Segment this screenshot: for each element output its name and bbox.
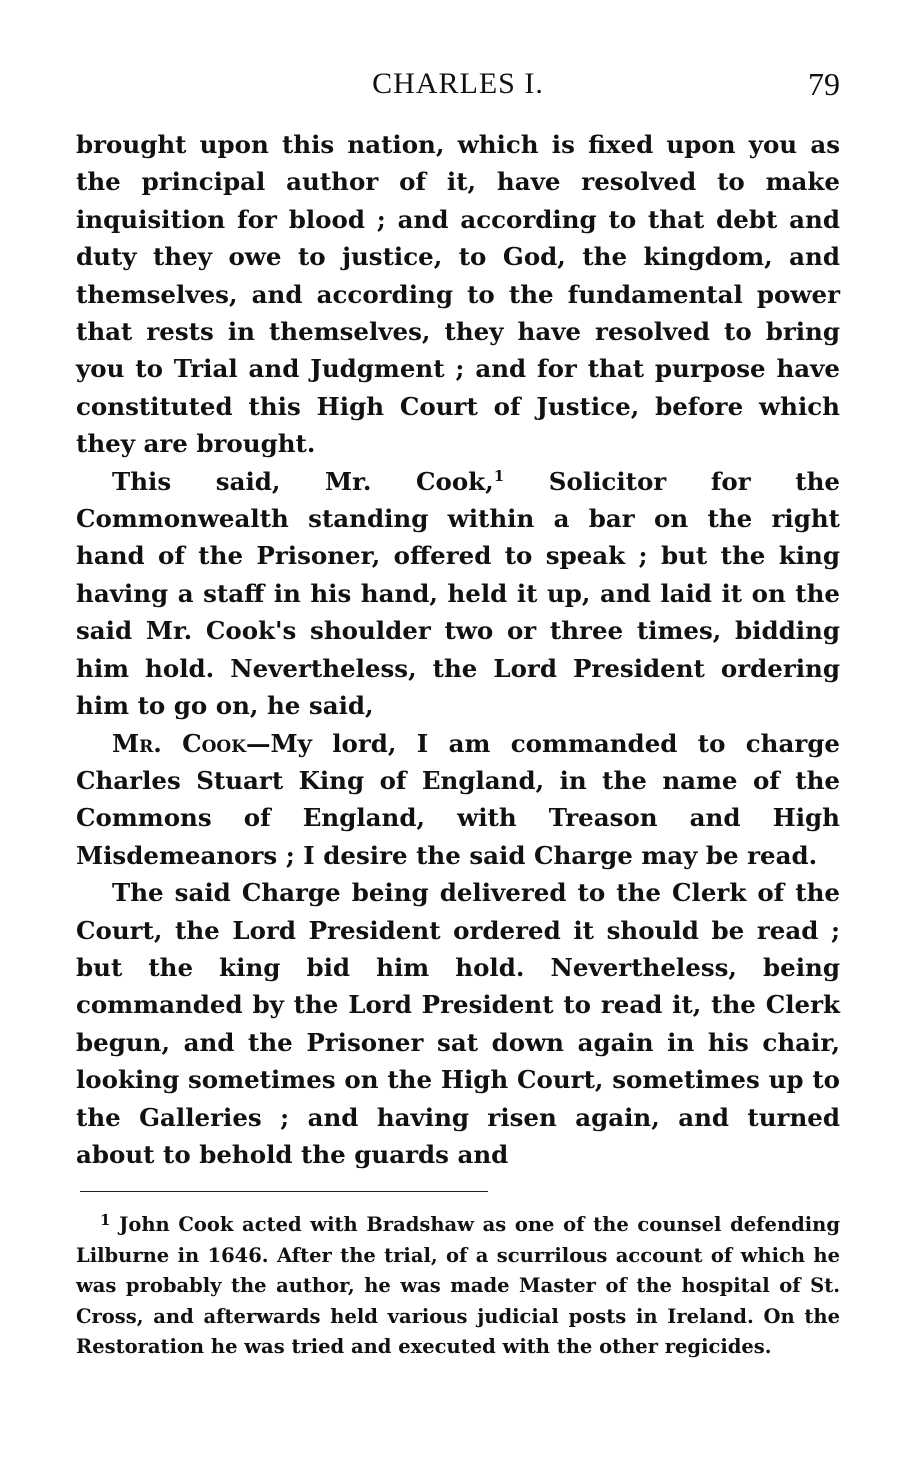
speaker-name: Mr. Cook: [112, 728, 247, 758]
footnote-mark: 1: [100, 1211, 111, 1229]
body-text: [76, 126, 840, 1173]
paragraph-text-before-ref: This said, Mr. Cook,: [112, 466, 494, 496]
footnote-text: John Cook acted with Bradshaw as one of the counsel defending Lilburne in 1646. After the trial, of a scurrilous account of which he was probably the author, he was made Master of the hospital of St. Cross, and afterwards held various judicial posts in Ireland. On the Restoration he was tried and executed with the other regicides.: [76, 1213, 840, 1359]
paragraph-text-after-ref: Solicitor for the Commonwealth standing within a bar on the right hand of the Prisoner, offered to speak ; but the king having a staff in his hand, held it up, and laid it on the said Mr. Cook's shoulder two or three times, bidding him hold. Nevertheless, the Lord President ordering him to go on, he said,: [76, 466, 840, 721]
footnote-divider: [80, 1191, 488, 1192]
running-title: CHARLES I.: [372, 67, 544, 100]
paragraph-mr-cook-speech: [76, 725, 840, 875]
paragraph-continued: brought upon this nation, which is fixed upon you as the principal author of it, have resolved to make inquisition for blood ; and according to that debt and duty they owe to justice, to God, the kingdom, and themselves, and according to the fundamental power that rests in themselves, they have resolved to bring you to Trial and Judgment ; and for that purpose have constituted this High Court of Justice, before which they are brought.: [76, 130, 840, 459]
paragraph-charge-delivered: The said Charge being delivered to the Clerk of the Court, the Lord President ordered it should be read ; but the king bid him hold. Nevertheless, being commanded by the Lord President to read it, the Clerk begun, and the Prisoner sat down again in his chair, looking sometimes on the High Court, sometimes up to the Galleries ; and having risen again, and turned about to behold the guards and: [76, 878, 840, 1169]
running-head: [76, 64, 840, 104]
footnote-reference: 1: [493, 466, 505, 485]
page-number: 79: [808, 66, 840, 102]
speech-text: —My lord, I am commanded to charge Charles Stuart King of England, in the name of the Commons of England, with Treason and High Misdemeanors ; I desire the said Charge may be read.: [76, 728, 841, 870]
paragraph-mr-cook-intro: [76, 463, 840, 725]
footnote: [76, 1210, 840, 1363]
